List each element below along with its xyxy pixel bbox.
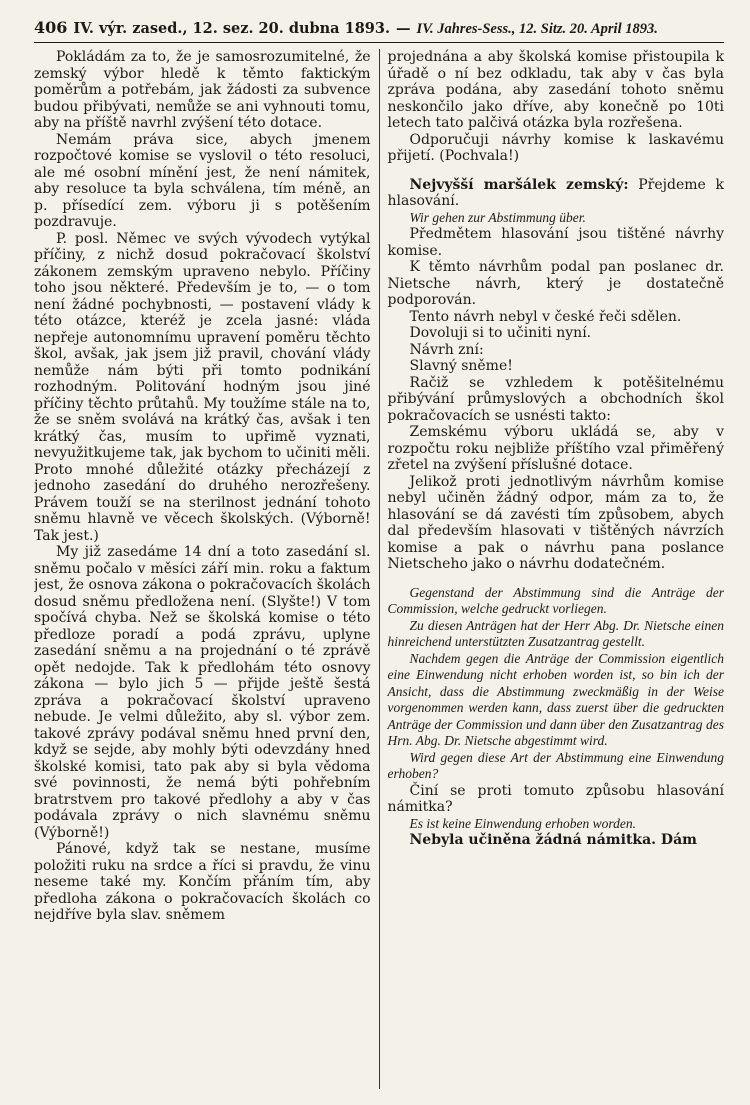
paragraph: Návrh zní: bbox=[409, 341, 484, 358]
page-number: 406 bbox=[34, 18, 68, 37]
german-paragraph: Gegenstand der Abstimmung sind die Anträge der Commission, welche gedruckt vorliegen. bbox=[387, 584, 724, 616]
paragraph: Odporučuji návrhy komise k laskavému přijetí. (Pochvala!) bbox=[387, 131, 724, 164]
german-paragraph: Es ist keine Einwendung erhoben worden. bbox=[409, 815, 636, 831]
paragraph: Račiž se vzhledem k potěšitelnému přibývání průmyslových a obchodních škol pokračovacích se usnésti takto: bbox=[387, 374, 724, 424]
german-paragraph: Wird gegen diese Art der Abstimmung eine Einwendung erhoben? bbox=[387, 749, 724, 781]
paragraph: My již zasedáme 14 dní a toto zasedání sl. sněmu počalo v měsíci září min. roku a faktum jest, že osnova zákona o pokračovacích školách dosud sněmu předložena není. (Slyšte!) V tom spočívá chyba. Než se školská komise o této předloze poradí a podá zprávu, uplyne zasedání sněmu a na projednání o té zprávě opět nedojde. Tak k předlohám této osnovy zákona — bylo jich 5 — přijde ještě šestá zpráva a pokračovací školství upraveno nebude. Je velmi důležito, aby sl. výbor zem. takové zprávy podával sněmu hned první den, když se sejde, aby mohly býti odevzdány hned školské komisi, tato pak aby si byla vědoma své povinnosti, že nemá býti pohřebním bratrstvem pro takové předlohy a aby v čas podávala zprávy o nich slavnému sněmu (Výborně!) bbox=[34, 544, 371, 841]
spacer bbox=[388, 165, 725, 177]
header-czech: IV. výr. zased., 12. sez. 20. dubna 1893. bbox=[73, 20, 391, 37]
paragraph: projednána a aby školská komise přistoupila k úřadě o ní bez odkladu, tak aby v čas byla zpráva podána, aby zasedání tohoto sněmu neskončilo jako dříve, aby konečně po 10ti letech tato palčivá otázka byla rozřešena. bbox=[387, 49, 724, 131]
left-column bbox=[34, 49, 380, 1089]
paragraph: Slavný sněme! bbox=[409, 358, 513, 374]
paragraph: Nebyla učiněna žádná námitka. Dám bbox=[409, 832, 697, 848]
right-column bbox=[380, 49, 725, 1089]
text-columns bbox=[34, 49, 724, 1089]
speaker-paragraph bbox=[388, 177, 725, 210]
spacer bbox=[388, 573, 725, 585]
paragraph: Tento návrh nebyl v české řeči sdělen. bbox=[409, 308, 682, 325]
german-paragraph: Nachdem gegen die Anträge der Commission eigentlich eine Einwendung nicht erhoben worden ist, so bin ich der Ansicht, dass die Abstimmung zweckmäßig in der Weise vorgenommen werden kann, dass zuerst über die gedruckten Anträge der Commission und dann über den Zusatzantrag des Hrn. Abg. Dr. Nietsche abgestimmt wird. bbox=[387, 650, 724, 748]
german-paragraph: Wir gehen zur Abstimmung über. bbox=[409, 209, 586, 225]
paragraph: Dovoluji si to učiniti nyní. bbox=[409, 325, 592, 341]
paragraph: Nemám práva sice, abych jmenem rozpočtové komise se vyslovil o této resoluci, ale mé osobní mínění jest, že není námitek, aby resoluce ta byla schválena, tím méně, an p. přísedící zem. výboru ji s potěšením pozdravuje. bbox=[34, 131, 371, 230]
paragraph: Jelikož proti jednotlivým návrhům komise nebyl učiněn žádný odpor, mám za to, že hlasování se dá zavésti tím způsobem, abych dal především hlasovati v tištěných návrzích komise a pak o návrhu pana poslance Nietscheho jako o návrhu dodatečném. bbox=[387, 473, 724, 572]
paragraph: Předmětem hlasování jsou tištěné návrhy komise. bbox=[387, 226, 724, 259]
speaker-text: Přejdeme k hlasování. bbox=[387, 176, 724, 209]
page-header bbox=[34, 18, 724, 43]
paragraph: P. posl. Němec ve svých vývodech vytýkal příčiny, z nichž dosud pokračovací školství zákonem zemským upraveno nebylo. Příčiny toho jsou některé. Především je to, — o tom není žádné pochybnosti, — postavení vlády k této otázce, kteréž je zcela jasné: vláda nepřeje autonomnímu upravení poměru těchto škol, avšak, jak jsem již pravil, chování vlády nemůže nám býti při tomto podnikání rozhodným. Politování hodným jsou jiné příčiny těchto průtahů. My toužíme stále na to, že se sněm svolává na krátký čas, avšak i ten krátký čas, musím to upřimě vyznati, nevyužitkujeme tak, jak bychom to učiniti měli. Proto mnohé důležité otázky přecházejí z jednoho zasedání do druhého nerozřešeny. Právem touží se na sterilnost jednání tohoto sněmu hlavně ve věcech školských. (Výborně! Tak jest.) bbox=[34, 230, 371, 544]
header-german: IV. Jahres-Sess., 12. Sitz. 20. April 1893. bbox=[416, 21, 658, 37]
speaker-name: Nejvyšší maršálek zemský: bbox=[409, 176, 629, 193]
paragraph: Činí se proti tomuto způsobu hlasování námitka? bbox=[387, 782, 724, 815]
header-separator: — bbox=[396, 20, 411, 37]
paragraph: K těmto návrhům podal pan poslanec dr. Nietsche návrh, který je dostatečně podporován. bbox=[387, 259, 724, 308]
german-paragraph: Zu diesen Anträgen hat der Herr Abg. Dr. Nietsche einen hinreichend unterstützten Zusatzantrag gestellt. bbox=[387, 617, 724, 649]
paragraph: Zemskému výboru ukládá se, aby v rozpočtu roku nejbliže příštího vzal přiměřený zřetel na zvýšení příslušné dotace. bbox=[387, 424, 724, 473]
paragraph: Pánové, když tak se nestane, musíme položiti ruku na srdce a říci si pravdu, že vinu neseme také my. Končím přáním tím, aby předloha zákona o pokračovacích školách co nejdříve byla slav. sněmem bbox=[34, 841, 371, 923]
paragraph: Pokládám za to, že je samosrozumitelné, že zemský výbor hledě k těmto faktickým poměrům a potřebám, jak žádosti za subvence budou přibývati, nemůže se ani vyhnouti tomu, aby na příště navrhl zvýšení této dotace. bbox=[34, 49, 371, 131]
